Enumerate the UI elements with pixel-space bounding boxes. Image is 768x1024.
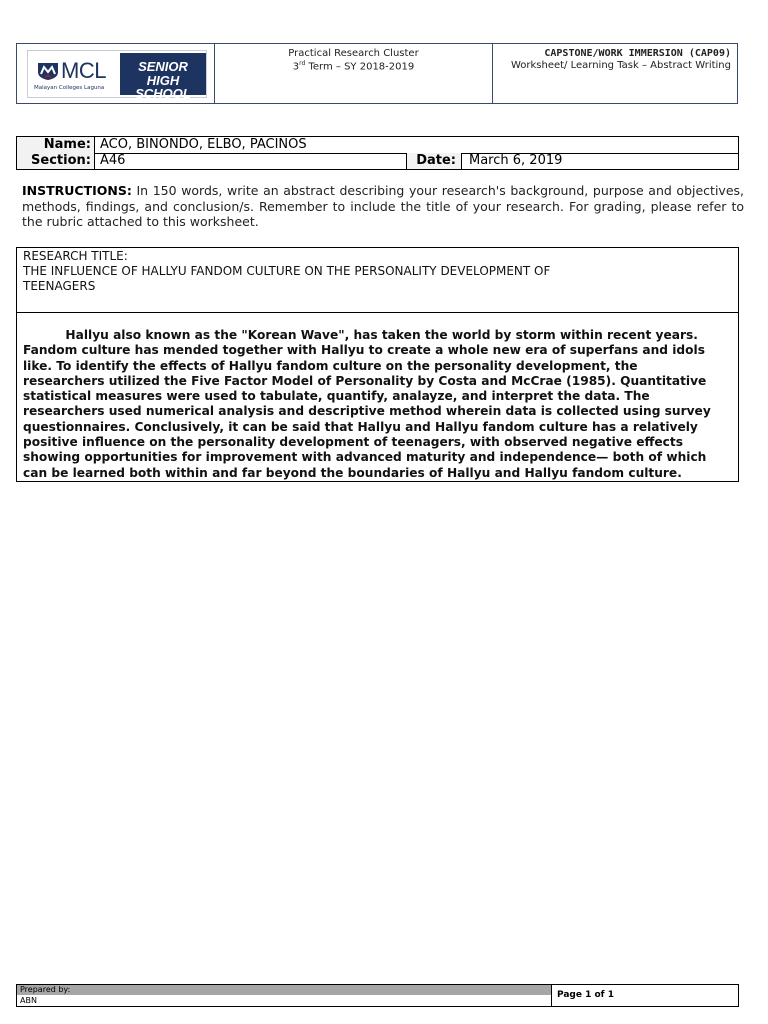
mcl-shield-icon	[37, 61, 59, 81]
instructions-text: In 150 words, write an abstract describing your research's background, purpose and objectives, methods, findings, and conclusion/s. Remember to include the title of your research. For grading, please refer to the rubric attached to this worksheet.	[22, 183, 744, 229]
badge-line-2: HIGH SCHOOL	[135, 73, 191, 101]
abstract-line: Hallyu also known as the "Korean Wave", has taken the world by storm within recent years.	[23, 328, 698, 342]
name-value: ACO, BINONDO, ELBO, PACINOS	[100, 137, 307, 152]
name-label: Name:	[17, 137, 95, 153]
term-superscript: rd	[299, 60, 306, 67]
name-row	[17, 137, 738, 154]
abstract-line: researchers used numerical analysis and descriptive method wherein data is collected using survey	[23, 404, 711, 419]
course-code: CAPSTONE/WORK IMMERSION (CAP09)	[544, 48, 731, 59]
mcl-logo	[28, 51, 120, 97]
term-number: 3	[292, 61, 300, 73]
header-center-cell	[215, 44, 493, 103]
abstract-line: researchers utilized the Five Factor Model of Personality by Costa and McCrae (1985). Quantitative	[23, 373, 707, 388]
page-number: Page 1 of 1	[557, 990, 614, 1000]
research-title-label: RESEARCH TITLE:	[23, 249, 128, 263]
document-footer	[16, 984, 739, 1007]
student-info-table	[16, 136, 739, 170]
section-row	[17, 153, 738, 169]
mcl-shs-logo	[27, 50, 207, 101]
senior-high-school-badge	[120, 53, 206, 101]
logo-brand-text: MCL	[61, 58, 106, 83]
document-header	[16, 43, 738, 104]
date-value: March 6, 2019	[469, 153, 563, 168]
instructions-label: INSTRUCTIONS:	[22, 183, 132, 198]
prepared-by-value: ABN	[20, 996, 37, 1005]
badge-line-1: SENIOR	[138, 59, 188, 74]
abstract-line: Fandom culture has mended together with Hallyu to create a whole new era of superfans and idols	[23, 343, 705, 358]
research-box	[16, 247, 739, 482]
section-value: A46	[100, 153, 126, 168]
term-rest: Term – SY 2018-2019	[305, 61, 415, 73]
cluster-title: Practical Research Cluster	[288, 48, 419, 59]
research-title-line-1: THE INFLUENCE OF HALLYU FANDOM CULTURE ON THE PERSONALITY DEVELOPMENT OF	[23, 264, 551, 278]
header-right-cell	[493, 44, 737, 103]
abstract-line: questionnaires. Conclusively, it can be said that Hallyu and Hallyu fandom culture has a relatively	[23, 419, 698, 434]
abstract-line: like. To identify the effects of Hallyu fandom culture on the personality development, the	[23, 358, 638, 373]
research-divider	[17, 312, 738, 313]
prepared-by-cell	[17, 985, 552, 1006]
abstract-text	[23, 328, 732, 481]
abstract-line: can be learned both within and far beyond the boundaries of Hallyu and Hallyu fandom culture.	[23, 465, 682, 480]
research-title-line-2: TEENAGERS	[23, 279, 96, 293]
term-line	[215, 60, 492, 72]
abstract-line: showing opportunities for improvement with advanced maturity and independence— both of which	[23, 450, 707, 465]
prepared-by-label: Prepared by:	[17, 985, 551, 995]
abstract-line: statistical measures were used to tabulate, quantify, analayze, and interpret the data. The	[23, 389, 650, 404]
abstract-line: positive influence on the personality development of teenagers, with observed negative effects	[23, 435, 683, 450]
section-label: Section:	[17, 153, 95, 169]
research-title-block	[23, 249, 732, 294]
worksheet-title: Worksheet/ Learning Task – Abstract Writing	[510, 60, 731, 71]
logo-subtitle: Malayan Colleges Laguna	[34, 85, 105, 91]
header-logo-cell	[17, 44, 215, 103]
date-label: Date:	[406, 153, 462, 169]
instructions	[22, 183, 744, 230]
